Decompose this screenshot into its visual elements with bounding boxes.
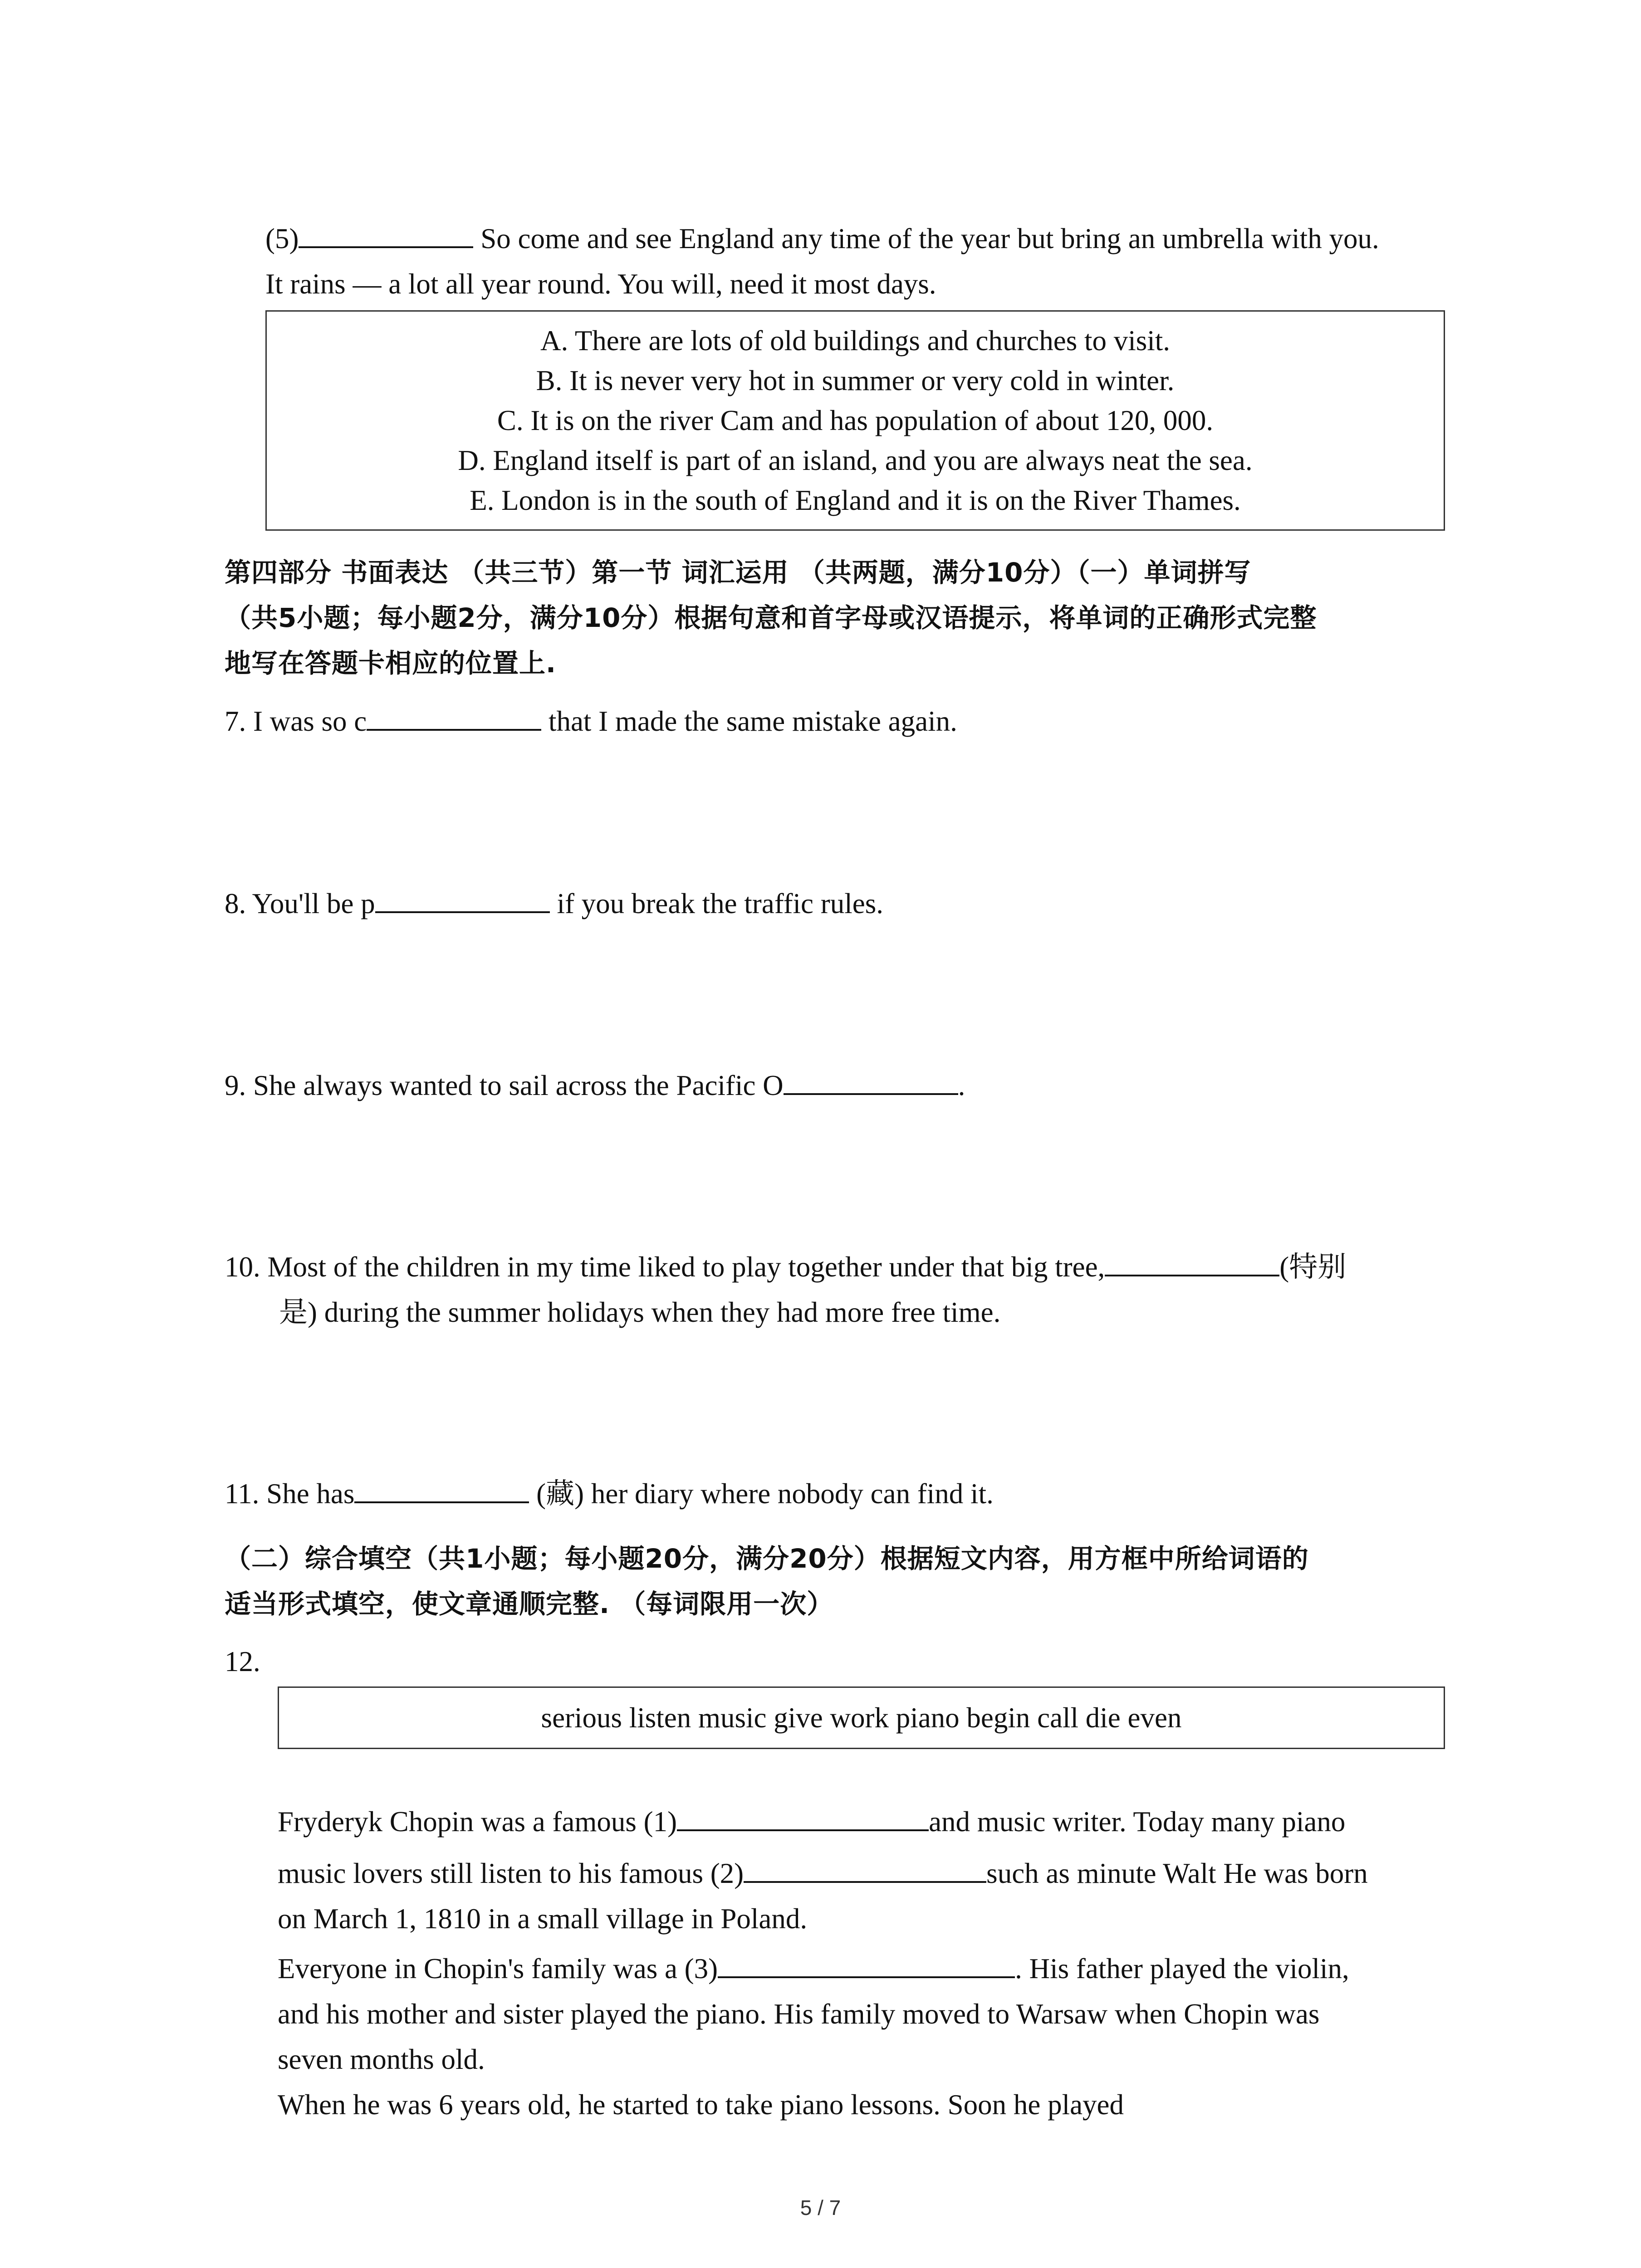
q12-p1-text-e: on March 1, 1810 in a small village in Poland.	[278, 1903, 808, 1935]
q12-p2-text-d: seven months old.	[278, 2043, 485, 2075]
q12-p2-line-1	[278, 1946, 1349, 1991]
options-box	[265, 310, 1445, 531]
section4-heading-line-2: （共5小题；每小题2分，满分10分）根据句意和首字母或汉语提示，将单词的正确形式完整	[225, 602, 1317, 633]
section4-heading-line-3: 地写在答题卡相应的位置上.	[225, 648, 557, 679]
q7-answer-blank[interactable]	[367, 703, 541, 731]
option-d: D. England itself is part of an island, and you are always neat the sea.	[458, 445, 1253, 476]
word-box-text: serious listen music give work piano begin call die even	[541, 1702, 1182, 1734]
q5-text-1: So come and see England any time of the year but bring an umbrella with you.	[480, 223, 1379, 254]
q8-text-before: You'll be p	[252, 888, 375, 919]
option-b: B. It is never very hot in summer or very cold in winter.	[536, 365, 1175, 396]
section4-heading-line-1: 第四部分 书面表达 （共三节）第一节 词汇运用 （共两题，满分10分）（一）单词拼写	[225, 557, 1251, 588]
q12-p1-text-b: and music writer. Today many piano	[929, 1806, 1346, 1838]
q10-hint: (特别	[1279, 1251, 1347, 1283]
q12-p1-text-c: music lovers still listen to his famous (2)	[278, 1857, 744, 1889]
q9-text-after: .	[958, 1070, 965, 1101]
q7-text-before: I was so c	[253, 705, 367, 737]
q12-blank-1[interactable]	[677, 1803, 929, 1831]
page-number: 5 / 7	[800, 2196, 841, 2219]
q9-text-before: She always wanted to sail across the Pacific O	[253, 1070, 784, 1101]
q5-line-1	[265, 216, 1379, 261]
q8	[225, 881, 883, 926]
part2-heading-line-1: （二）综合填空（共1小题；每小题20分，满分20分）根据短文内容，用方框中所给词语的	[225, 1543, 1309, 1574]
q5-line-2	[265, 261, 936, 307]
q9-number: 9.	[225, 1070, 246, 1101]
q10-text-before: Most of the children in my time liked to play together under that big tree,	[267, 1251, 1105, 1283]
q12-p2-text-c: and his mother and sister played the piano. His family moved to Warsaw when Chopin was	[278, 1998, 1320, 2030]
q11	[225, 1471, 994, 1516]
q8-number: 8.	[225, 888, 246, 919]
q12-p1-line-3	[278, 1896, 807, 1941]
q11-answer-blank[interactable]	[354, 1475, 529, 1503]
q10-line-1	[225, 1244, 1346, 1290]
q8-text-after: if you break the traffic rules.	[557, 888, 883, 919]
q12-number: 12.	[225, 1646, 260, 1677]
q5-text-2: It rains — a lot all year round. You will, need it most days.	[265, 268, 936, 300]
word-box	[278, 1686, 1445, 1749]
q5-number: (5)	[265, 223, 299, 254]
q12-p3-text-a: When he was 6 years old, he started to take piano lessons. Soon he played	[278, 2089, 1124, 2121]
q10-answer-blank[interactable]	[1105, 1248, 1279, 1276]
q9	[225, 1063, 965, 1108]
q8-answer-blank[interactable]	[375, 885, 550, 913]
q11-text-after: (藏) her diary where nobody can find it.	[536, 1478, 994, 1510]
q10-text-line-2: 是) during the summer holidays when they had more free time.	[279, 1296, 1001, 1328]
option-e: E. London is in the south of England and it is on the River Thames.	[470, 484, 1241, 516]
q12-p2-line-3	[278, 2037, 485, 2082]
q12-p3-line-1	[278, 2082, 1124, 2127]
q11-number: 11.	[225, 1478, 260, 1510]
option-a: A. There are lots of old buildings and churches to visit.	[540, 325, 1171, 357]
q12-p1-line-1	[278, 1799, 1345, 1844]
q5-answer-blank[interactable]	[299, 220, 473, 248]
q12-p1-line-2	[278, 1851, 1368, 1896]
q12-blank-3[interactable]	[718, 1950, 1015, 1978]
q12-p1-text-a: Fryderyk Chopin was a famous (1)	[278, 1806, 677, 1838]
part2-heading-line-2: 适当形式填空，使文章通顺完整. （每词限用一次）	[225, 1589, 834, 1619]
q7	[225, 699, 957, 744]
q12-p2-line-2	[278, 1991, 1319, 2037]
q7-number: 7.	[225, 705, 246, 737]
q7-text-after: that I made the same mistake again.	[548, 705, 957, 737]
q12-p2-text-b: . His father played the violin,	[1015, 1953, 1349, 1984]
q11-text-before: She has	[266, 1478, 355, 1510]
q12-p2-text-a: Everyone in Chopin's family was a (3)	[278, 1953, 718, 1984]
q9-answer-blank[interactable]	[784, 1067, 958, 1095]
option-c: C. It is on the river Cam and has population of about 120, 000.	[497, 405, 1214, 436]
q12-p1-text-d: such as minute Walt He was born	[986, 1857, 1368, 1889]
q12-blank-2[interactable]	[744, 1855, 986, 1883]
q10-number: 10.	[225, 1251, 260, 1283]
q10-line-2	[279, 1290, 1000, 1335]
